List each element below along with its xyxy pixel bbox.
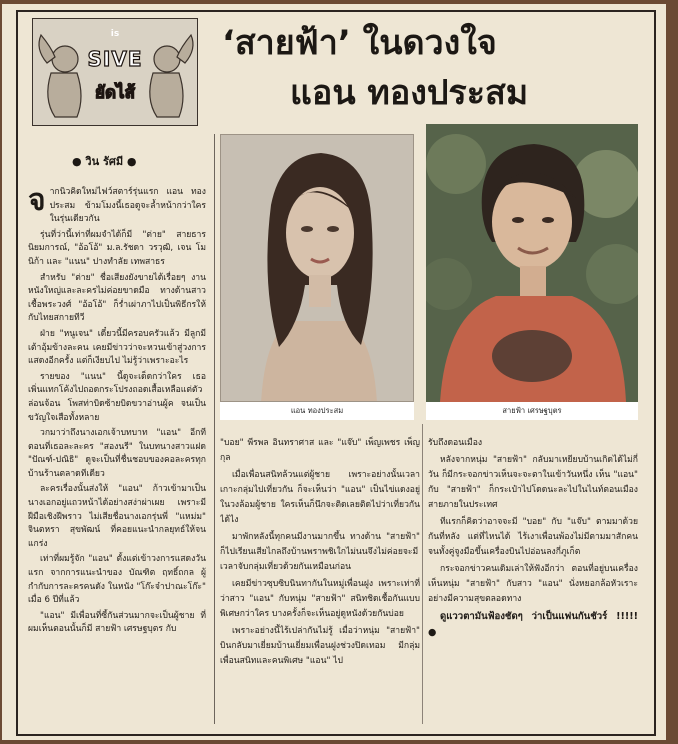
paragraph: มาพักหลังนี้ทุกคนมีงานมากขึ้น ทางด้าน "สายฟ้า" ก็ไปเรียนเสียไกลถึงบ้านพราพชิเใกไม่นนจึงไม่ค่อยจะมีเวลาจับกลุ่มเที่ยวด้วยกันเหมือนก่อน xyxy=(220,532,420,572)
column-logo xyxy=(32,18,198,126)
paragraph: เท่าที่ผมรู้จัก "แอน" ตั้งแต่เข้าวงการแสดงวันแรก จากการแนะนำของ บัณฑิต ฤทธิ์ถกล ผู้กำกับการละครคนดัง ในหนัง "โก๊ะจ๋าปาณะโก๊ะ" เมื่อ 6 ปีที่แล้ว xyxy=(28,554,206,606)
article-column-middle xyxy=(220,436,420,726)
paragraph: หลังจากหนุ่ม "สายฟ้า" กลับมาเหยียบบ้านเกิดได้ไม่กี่วัน ก็มีกระจอกข่าวเห็นจะจะตาในเข้าวันหนึ่ง เห็น "แอน" กับ "สายฟ้า" ก็กระเป๋าไปโดดนะละไปในไนท์ตอนเมืองสายภายในประเทศ xyxy=(428,455,638,510)
headline-line-1: ‘สายฟ้า’ ในดวงใจ xyxy=(222,23,497,63)
paragraph: ทีแรกก็คิดว่าอาจจะมี "บอย" กับ "แจ๊บ" ตามมาด้วยกันที่หลัง แต่ที่ไหนได้ ไร้เงาเพื่อนพ้องไม่มีตามมาสักคน จนทั้งคู่จูงมือขึ้นเครื่องบินไปอ่อนลงกี่ภูเก็ต xyxy=(428,517,638,557)
paragraph: กระจอกข่าวคนเดิมเล่าให้ฟังอีกว่า ตอนที่อยู่บนเครื่องเห็นหนุ่ม "สายฟ้า" กับสาว "แอน" นั่งหยอกล้อหัวเราะอย่างมีความสุขตลอดทาง xyxy=(428,564,638,604)
article-column-right xyxy=(428,436,638,726)
article-column-left xyxy=(28,186,206,724)
byline: ● วิน รัศมี ● xyxy=(72,155,137,168)
paragraph: ฝ่าย "หนูเจน" เดี๋ยวนี้มีครอบครัวแล้ว มีลูกมีเต้าอุ้มข้างละคน เคยมีข่าวว่าจะหวนเข้าสู่วงการแสดงอีกครั้ง แต่ก็เงียบไป ไม่รู้ว่าเพราะอะไร xyxy=(28,328,206,367)
paragraph: เมื่อเพื่อนสนิทล้วนแต่ผู้ชาย เพราะอย่างนั้นเวลาเกาะกลุ่มไปเที่ยวกัน ก็จะเห็นว่า "แอน" เป็นไข่แดงอยู่ในวงล้อมผู้ชาย ใครเห็นก็นึกจะติดเลยติดไปว่าเที่ยวกันได้ไง xyxy=(220,470,420,525)
logo-small-text: is xyxy=(110,29,120,39)
newspaper-page xyxy=(2,4,666,740)
paragraph: วกมาว่าถึงนางเอกเจ้าบทบาท "แอน" อีกที ตอนที่เธอละละคร "สองนรี" ในบทนางสาวแฝด "ปัณฑ์-ปณิธิ" ดูจะเป็นที่ชื่นชอบของคอละครทุกบ้านร้านตลาดทีเดียว xyxy=(28,428,206,479)
paragraph: "แอน" มีเพื่อนที่ซี้กันส่วนมากจะเป็นผู้ชาย ที่ผมเห็นตอนนั้นก็มี สายฟ้า เศรษฐบุตร กับ xyxy=(28,610,206,635)
paragraph: รุ่นที่ว่านี้เท่าที่ผมจำได้ก็มี "ต่าย" สายธาร นิยมการณ์, "อ้อโอ้" ม.ล.รัชดา วรวุฒิ, เจน โม นิก้า และ "แนน" ปางทำลัย เทพสาธร xyxy=(28,229,206,267)
portrait-man-image xyxy=(426,124,638,402)
photo-saifah xyxy=(426,124,638,402)
column-divider xyxy=(422,424,423,724)
paragraph: สำหรับ "ต่าย" ชื่อเสียงยังขายได้เรื่อยๆ งานหนังใหญ่และละครไม่ค่อยขาดมือ ทางด้านสาวเชื้อพระวงศ์ "อ้อโอ้" ก็ร่ำเผ่าภาไปเป็นพิธีกรให้กับไทยสกายทีวี xyxy=(28,272,206,324)
paragraph: เพราะอย่างนี้ไร้เปล่ากันไม่รู้ เมื่อว่าหนุ่ม "สายฟ้า" บินกลับมาเยี่ยมบ้านเยี่ยมเพื่อนฝูงช่วงปิดเทอม มีกลุ่มเพื่อนสนิทและคนพิเศษ "แอน" ไป xyxy=(220,626,420,666)
photo-caption-ann: แอน ทองประสม xyxy=(220,402,414,420)
drop-cap: จ xyxy=(28,186,46,218)
portrait-woman-image xyxy=(221,135,414,402)
column-divider xyxy=(214,134,215,724)
photo-ann xyxy=(220,134,414,402)
logo-main-text: SIVE xyxy=(87,47,143,71)
logo-sub-text: ยัดไส้ xyxy=(95,83,135,103)
closing-line: ดูแววตามันฟ้องชัดๆ ว่าเป็นแฟนกันชัวร์ !!!!! ● xyxy=(428,611,638,638)
paragraph: ละครเรื่องนั้นส่งให้ "แอน" ก้าวเข้ามาเป็นนางเอกอยู่แถวหน้าได้อย่างสง่าผ่าเผย เพราะมีฝีมือเชิงฝีพราว ไม่เสียชื่อนางเอกรุ่นพี่ "แหม่ม" จินตหรา สุขพัฒน์ ที่คอยแนะนำกลยุทธ์ให้จนแกร่ง xyxy=(28,484,206,549)
paragraph: เคยมีข่าวซุบซิบนินทากันในหมู่เพื่อนฝูง เพราะเท่าที่ว่าสาว "แอน" กับหนุ่ม "สายฟ้า" สนิทชิดเชื้อกันแบบพิเศษกว่าใคร บางครั้งก็จะเห็นอยู่ดูหนังด้วยกันบ่อย xyxy=(220,579,420,619)
headline-line-2: แอน ทองประสม xyxy=(290,73,529,113)
paragraph: รายของ "แนน" นี้ดูจะเด็ดกว่าใคร เธอเพิ่นแทกโค้งไปถอดกระโปรงถอดเสื้อเหลือแต่ตัวล่อนจ้อน โพสท่าบิดซ้ายบิดขวาอ่านผู้ค จนเป็นขวัญใจเสือทั้งหลาย xyxy=(28,371,206,423)
paragraph: "บอย" พีรพล อินทราศาส และ "แจ๊บ" เพ็ญเพชร เพ็ญกุล xyxy=(220,438,420,463)
paragraph: รับถึงดอนเมือง xyxy=(428,438,483,448)
paragraph-text: ากนิวคิดใหม่ไฟว์สตาร์รุ่นแรก แอน ทองประสม ข้ามโมงนี้เธอดูจะล้ำหน้ากว่าใครในรุ่นเดียวกัน xyxy=(49,187,206,225)
photo-caption-saifah: สายฟ้า เศรษฐบุตร xyxy=(426,402,638,420)
headline xyxy=(212,18,652,118)
paragraph xyxy=(28,186,206,227)
